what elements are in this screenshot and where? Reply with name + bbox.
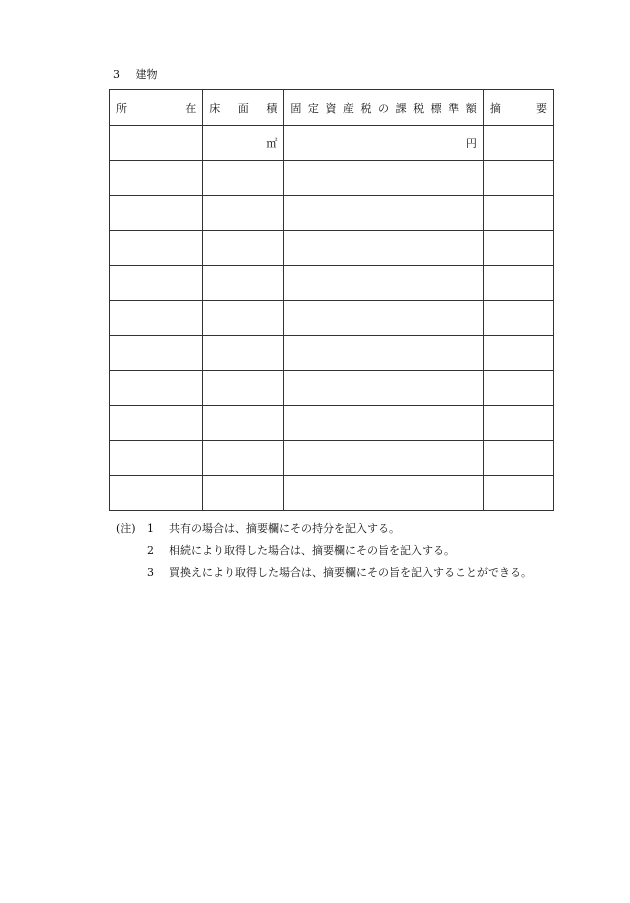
note-item xyxy=(116,518,532,540)
table-row xyxy=(110,301,554,336)
table-row xyxy=(110,336,554,371)
note-text: 相続により取得した場合は、摘要欄にその旨を記入する。 xyxy=(169,544,455,557)
location-cell[interactable] xyxy=(110,126,203,161)
section-title xyxy=(113,66,158,82)
building-table xyxy=(109,89,554,511)
note-text: 買換えにより取得した場合は、摘要欄にその旨を記入することができる。 xyxy=(169,566,532,579)
table-row xyxy=(110,161,554,196)
tax-value-cell[interactable] xyxy=(284,266,483,301)
notes xyxy=(116,518,532,584)
remarks-cell[interactable] xyxy=(483,161,553,196)
notes-prefix: (注) xyxy=(116,522,136,535)
note-number: 3 xyxy=(147,566,154,579)
floor-area-cell[interactable] xyxy=(203,336,284,371)
note-text: 共有の場合は、摘要欄にその持分を記入する。 xyxy=(169,522,400,535)
tax-value-cell[interactable] xyxy=(284,476,483,511)
tax-value-cell[interactable] xyxy=(284,301,483,336)
remarks-cell[interactable] xyxy=(483,441,553,476)
floor-area-cell[interactable] xyxy=(203,231,284,266)
tax-value-cell[interactable] xyxy=(284,336,483,371)
table-row xyxy=(110,441,554,476)
table-row xyxy=(110,406,554,441)
header-remarks: 摘 要 xyxy=(483,90,553,126)
tax-value-cell[interactable] xyxy=(284,371,483,406)
remarks-cell[interactable] xyxy=(483,476,553,511)
header-floor-area: 床 面 積 xyxy=(203,90,284,126)
location-cell[interactable] xyxy=(110,231,203,266)
remarks-cell[interactable] xyxy=(483,196,553,231)
table-row xyxy=(110,266,554,301)
table-row xyxy=(110,231,554,266)
note-number: 2 xyxy=(147,544,154,557)
location-cell[interactable] xyxy=(110,476,203,511)
remarks-cell[interactable] xyxy=(483,301,553,336)
floor-area-cell[interactable] xyxy=(203,266,284,301)
table-header-row xyxy=(110,90,554,126)
location-cell[interactable] xyxy=(110,301,203,336)
note-item xyxy=(116,562,532,584)
floor-area-cell[interactable] xyxy=(203,301,284,336)
floor-area-cell[interactable] xyxy=(203,196,284,231)
location-cell[interactable] xyxy=(110,441,203,476)
floor-area-cell[interactable] xyxy=(203,371,284,406)
section-heading: 建物 xyxy=(135,68,158,81)
tax-value-cell[interactable]: 円 xyxy=(284,126,483,161)
floor-area-cell[interactable] xyxy=(203,406,284,441)
note-item xyxy=(116,540,532,562)
remarks-cell[interactable] xyxy=(483,336,553,371)
header-tax-value: 固 定 資 産 税 の 課 税 標 準 額 xyxy=(284,90,483,126)
remarks-cell[interactable] xyxy=(483,406,553,441)
location-cell[interactable] xyxy=(110,266,203,301)
remarks-cell[interactable] xyxy=(483,266,553,301)
table-row xyxy=(110,476,554,511)
location-cell[interactable] xyxy=(110,161,203,196)
floor-area-cell[interactable] xyxy=(203,476,284,511)
tax-value-cell[interactable] xyxy=(284,441,483,476)
remarks-cell[interactable] xyxy=(483,231,553,266)
note-number: 1 xyxy=(147,522,154,535)
location-cell[interactable] xyxy=(110,196,203,231)
tax-value-cell[interactable] xyxy=(284,196,483,231)
header-location: 所 在 xyxy=(110,90,203,126)
floor-area-cell[interactable]: ㎡ xyxy=(203,126,284,161)
section-number: 3 xyxy=(113,68,120,81)
location-cell[interactable] xyxy=(110,336,203,371)
tax-value-cell[interactable] xyxy=(284,231,483,266)
table-row xyxy=(110,126,554,161)
table-row xyxy=(110,371,554,406)
floor-area-cell[interactable] xyxy=(203,441,284,476)
location-cell[interactable] xyxy=(110,371,203,406)
location-cell[interactable] xyxy=(110,406,203,441)
remarks-cell[interactable] xyxy=(483,371,553,406)
remarks-cell[interactable] xyxy=(483,126,553,161)
floor-area-cell[interactable] xyxy=(203,161,284,196)
table-row xyxy=(110,196,554,231)
tax-value-cell[interactable] xyxy=(284,161,483,196)
tax-value-cell[interactable] xyxy=(284,406,483,441)
